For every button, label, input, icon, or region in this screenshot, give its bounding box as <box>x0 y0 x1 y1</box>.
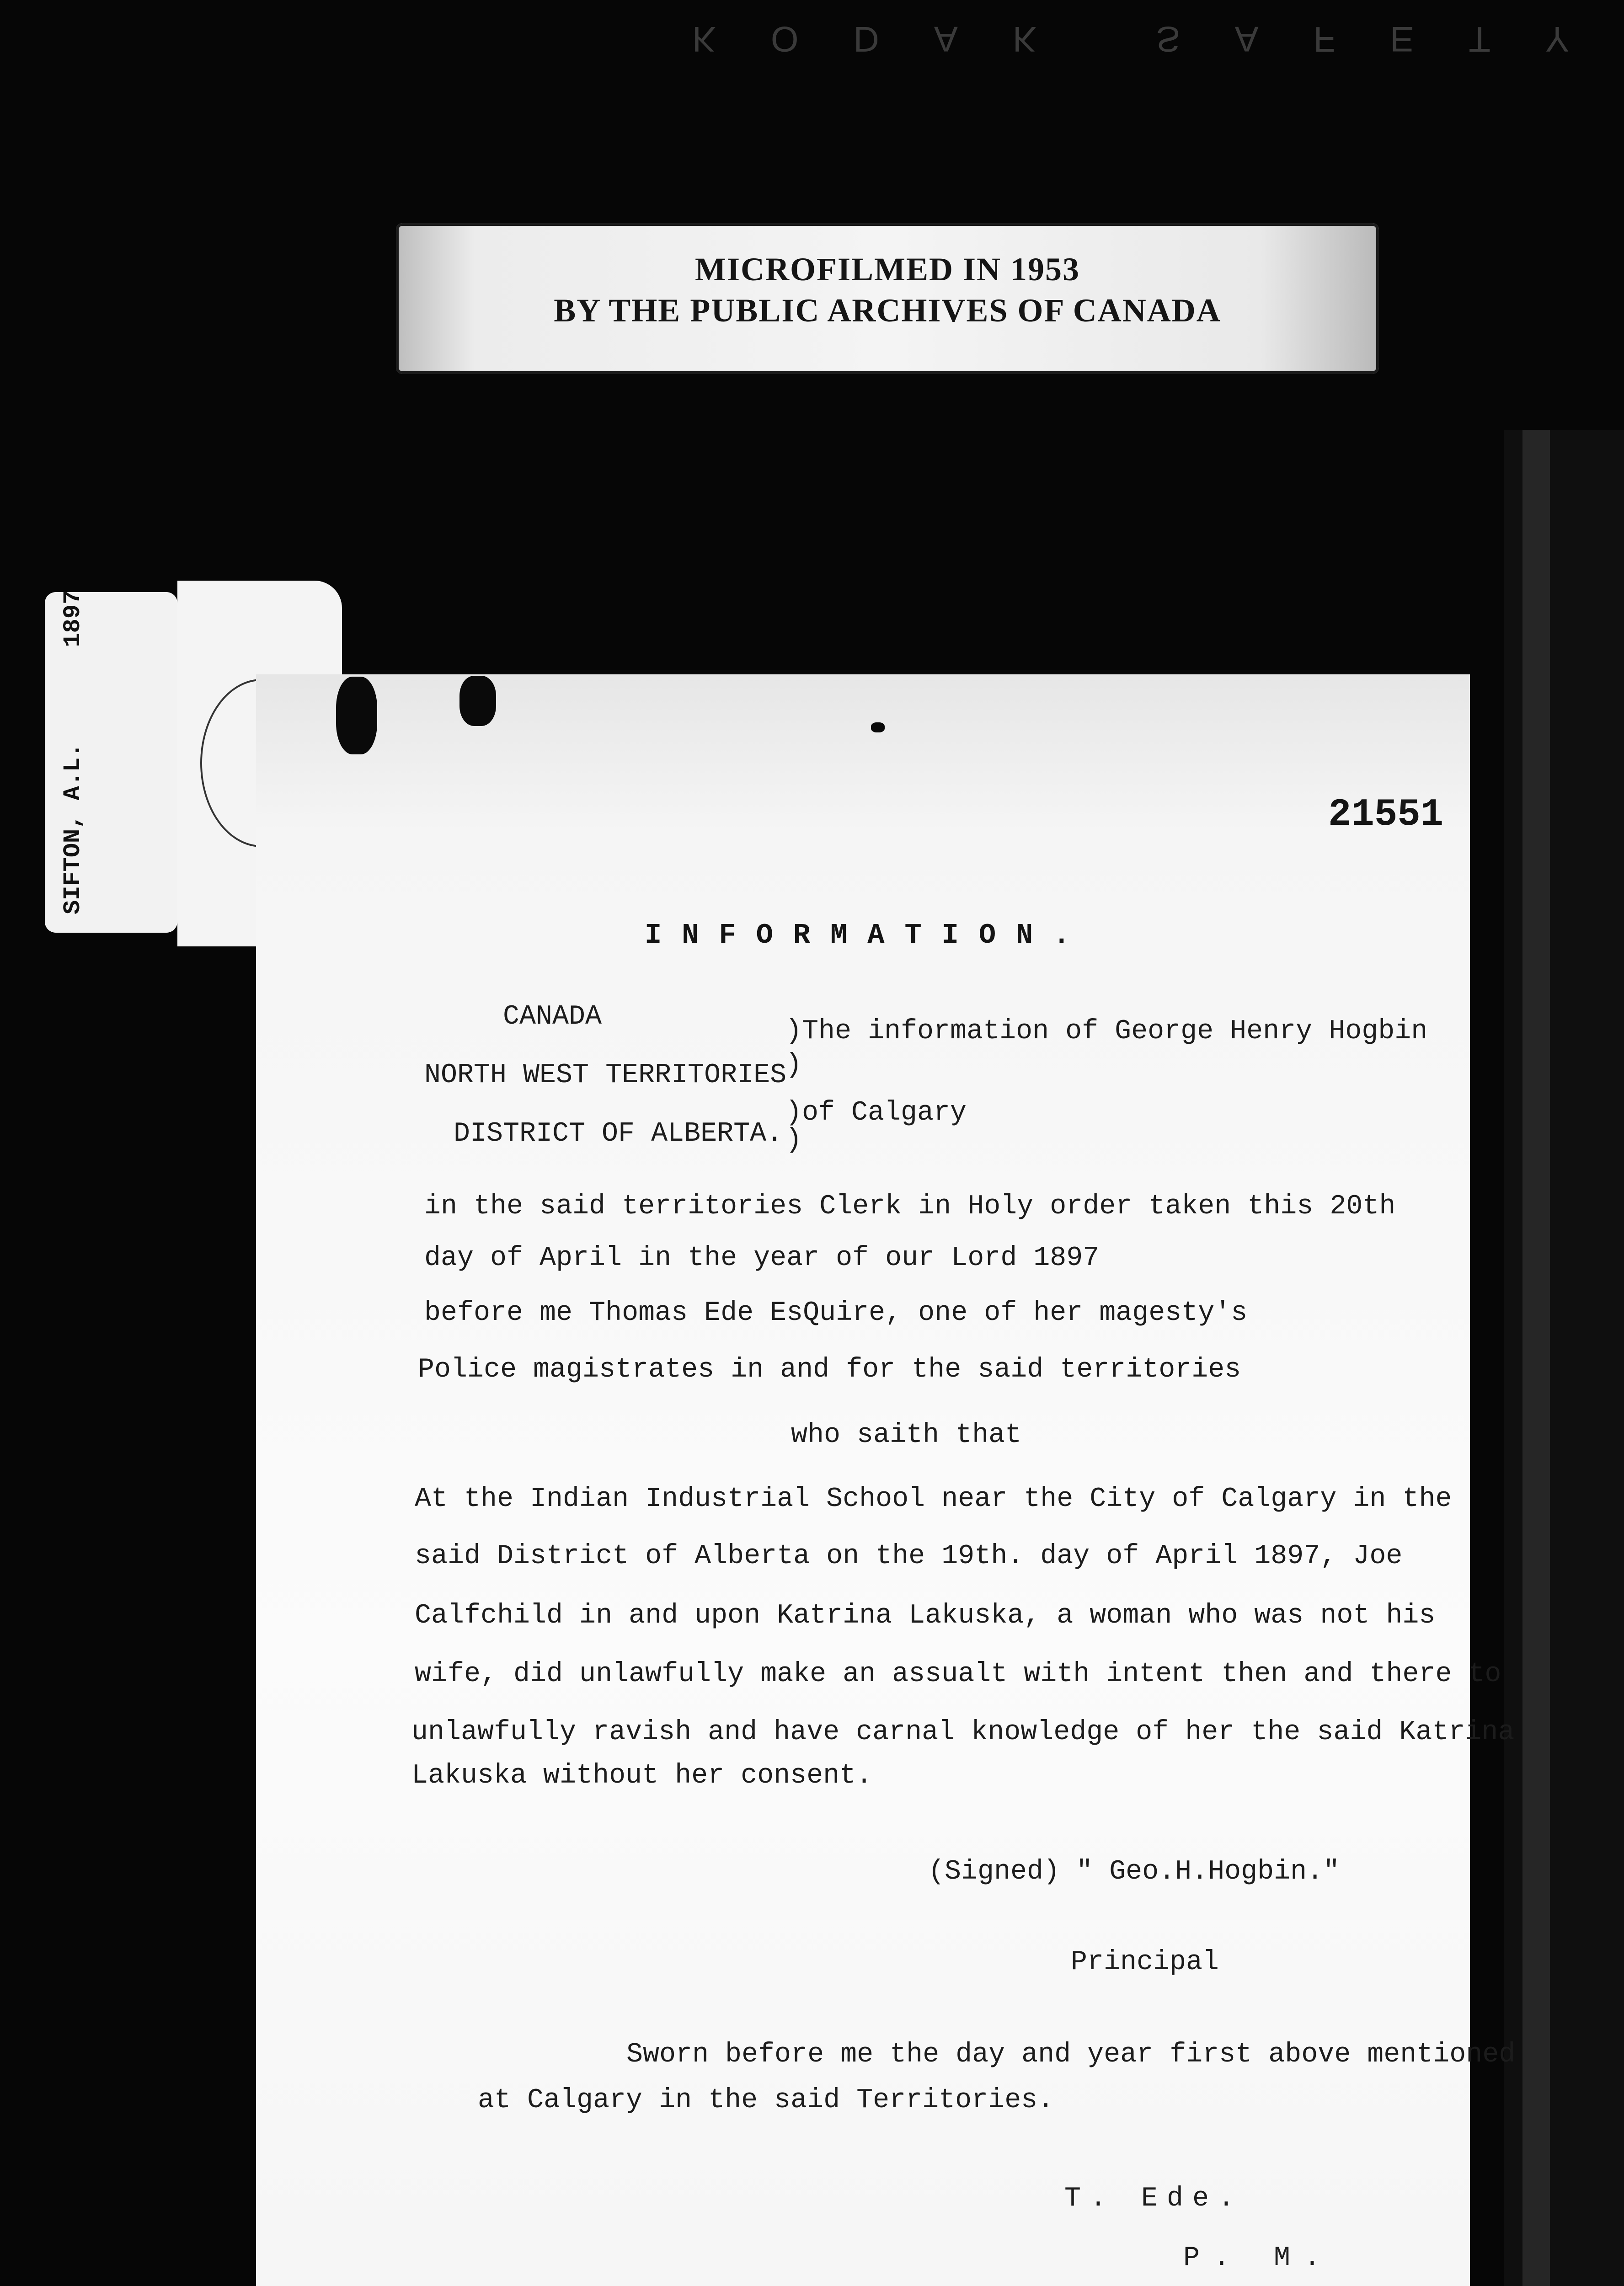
jurisdiction-country: CANADA <box>503 1001 602 1032</box>
jurisdiction-territory: NORTH WEST TERRITORIES <box>424 1060 787 1091</box>
document-number: 21551 <box>1328 793 1444 837</box>
file-tab-label <box>59 590 86 914</box>
body-line: before me Thomas Ede EsQuire, one of her magesty's <box>424 1298 1248 1329</box>
film-border-shade <box>1522 430 1550 2286</box>
magistrate-name: T. Ede. <box>1064 2183 1244 2214</box>
film-edge-marking: KODAK SAFETY <box>692 19 1624 59</box>
ink-speck <box>871 722 885 732</box>
saith-line: who saith that <box>791 1420 1022 1451</box>
magistrate-title: P. M. <box>1183 2243 1335 2274</box>
charge-line: Lakuska without her consent. <box>411 1760 873 1791</box>
body-line: day of April in the year of our Lord 1897 <box>424 1243 1100 1274</box>
sworn-line: Sworn before me the day and year first above mentioned <box>626 2039 1516 2070</box>
file-tab-name: SIFTON, A.L. <box>59 743 86 914</box>
document-title: INFORMATION. <box>645 919 1090 951</box>
charge-line: wife, did unlawfully make an assualt with intent then and there to <box>415 1659 1501 1690</box>
bracket-line: ) <box>785 1050 802 1081</box>
body-line: in the said territories Clerk in Holy order taken this 20th <box>424 1191 1396 1222</box>
sworn-line: at Calgary in the said Territories. <box>478 2085 1054 2116</box>
file-tab-year: 1897 <box>59 590 86 647</box>
charge-line: said District of Alberta on the 19th. day of April 1897, Joe <box>415 1541 1403 1572</box>
banner-line-2: BY THE PUBLIC ARCHIVES OF CANADA <box>554 292 1221 329</box>
charge-line: At the Indian Industrial School near the City of Calgary in the <box>415 1484 1452 1515</box>
punch-hole-mark <box>336 677 377 754</box>
jurisdiction-district: DISTRICT OF ALBERTA. <box>454 1118 783 1149</box>
informant-residence: )of Calgary <box>785 1097 967 1128</box>
microfilm-banner <box>396 223 1379 374</box>
charge-line: unlawfully ravish and have carnal knowledge of her the said Katrina <box>411 1717 1515 1748</box>
bracket-line: ) <box>785 1125 802 1156</box>
punch-hole-mark <box>459 676 496 726</box>
banner-line-1: MICROFILMED IN 1953 <box>695 251 1080 288</box>
body-line: Police magistrates in and for the said territories <box>418 1354 1241 1385</box>
signatory-title: Principal <box>1071 1947 1219 1978</box>
signature-line: (Signed) " Geo.H.Hogbin." <box>928 1856 1340 1887</box>
charge-line: Calfchild in and upon Katrina Lakuska, a woman who was not his <box>415 1600 1436 1631</box>
informant-line: )The information of George Henry Hogbin <box>785 1016 1428 1047</box>
